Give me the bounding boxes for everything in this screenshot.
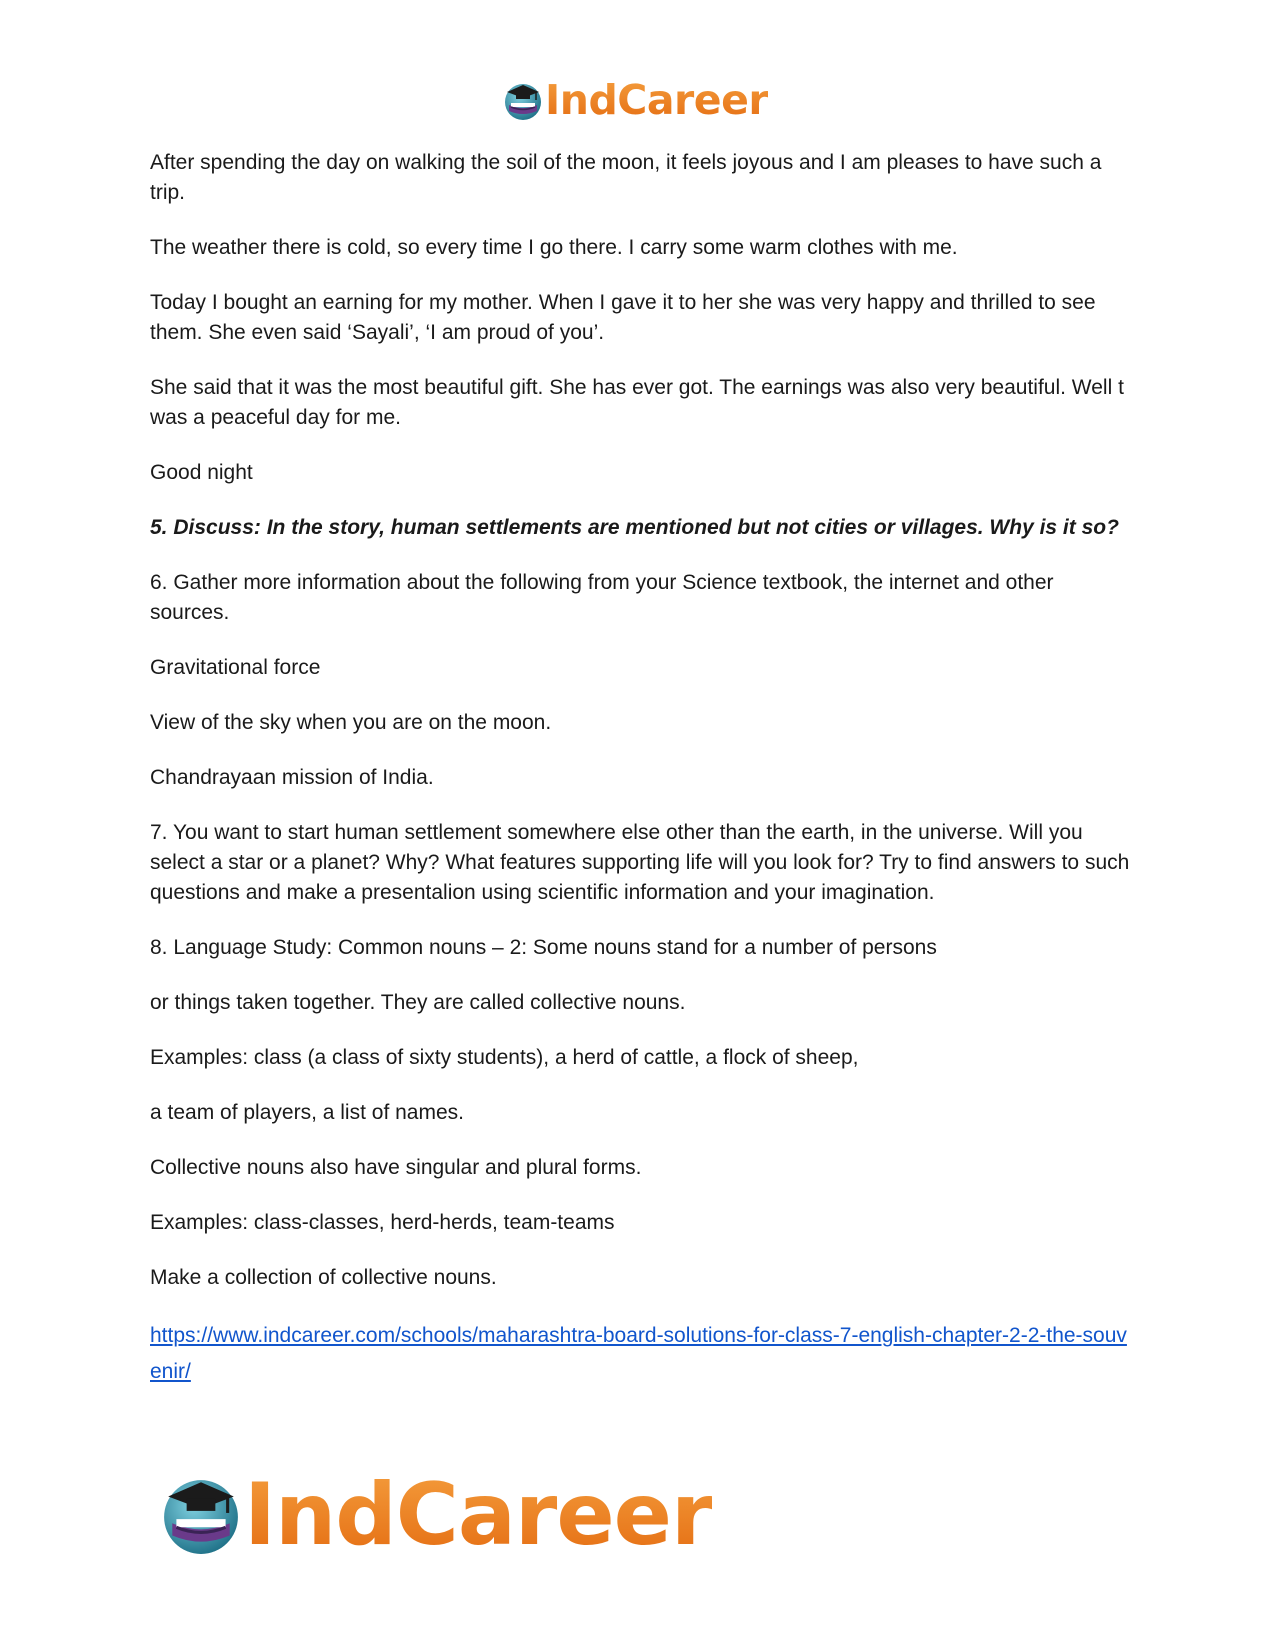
paragraph: 6. Gather more information about the following from your Science textbook, the internet and other sources. (150, 571, 1054, 624)
paragraph: Chandrayaan mission of India. (150, 766, 434, 789)
paragraph: Examples: class (a class of sixty students), a herd of cattle, a flock of sheep, (150, 1046, 859, 1069)
document-body (150, 148, 1135, 1390)
paragraph: She said that it was the most beautiful gift. She has ever got. The earnings was also very beautiful. Well t was a peaceful day for me. (150, 376, 1124, 429)
paragraph: After spending the day on walking the soil of the moon, it feels joyous and I am pleases to have such a trip. (150, 151, 1102, 204)
paragraph: 7. You want to start human settlement somewhere else other than the earth, in the universe. Will you select a star or a planet? Why? What features supporting life will you look for? Try to find answers to such questions and make a presentalion using scientific information and your imagination. (150, 821, 1130, 904)
paragraph: Collective nouns also have singular and plural forms. (150, 1156, 642, 1179)
question-heading: 5. Discuss: In the story, human settlements are mentioned but not cities or villages. Why is it so? (150, 516, 1119, 539)
paragraph: Make a collection of collective nouns. (150, 1266, 497, 1289)
paragraph: a team of players, a list of names. (150, 1101, 464, 1124)
source-link[interactable]: https://www.indcareer.com/schools/maharashtra-board-solutions-for-class-7-english-chapter-2-2-the-souvenir/ (150, 1324, 1127, 1383)
paragraph: The weather there is cold, so every time I go there. I carry some warm clothes with me. (150, 236, 958, 259)
paragraph: Good night (150, 461, 253, 484)
graduation-cap-book-globe-icon (503, 81, 543, 121)
paragraph: or things taken together. They are called collective nouns. (150, 991, 686, 1014)
brand-name: IndCareer (545, 76, 769, 124)
paragraph: View of the sky when you are on the moon. (150, 711, 552, 734)
paragraph: Examples: class-classes, herd-herds, team-teams (150, 1211, 615, 1234)
paragraph: 8. Language Study: Common nouns – 2: Some nouns stand for a number of persons (150, 936, 937, 959)
paragraph: Gravitational force (150, 656, 321, 679)
paragraph: Today I bought an earning for my mother. When I gave it to her she was very happy and thrilled to see them. She even said ‘Sayali’, ‘I am proud of you’. (150, 291, 1096, 344)
footer-logo (160, 1465, 713, 1565)
graduation-cap-book-globe-icon (160, 1474, 242, 1556)
header-logo (503, 76, 769, 124)
brand-name: IndCareer (244, 1465, 713, 1565)
